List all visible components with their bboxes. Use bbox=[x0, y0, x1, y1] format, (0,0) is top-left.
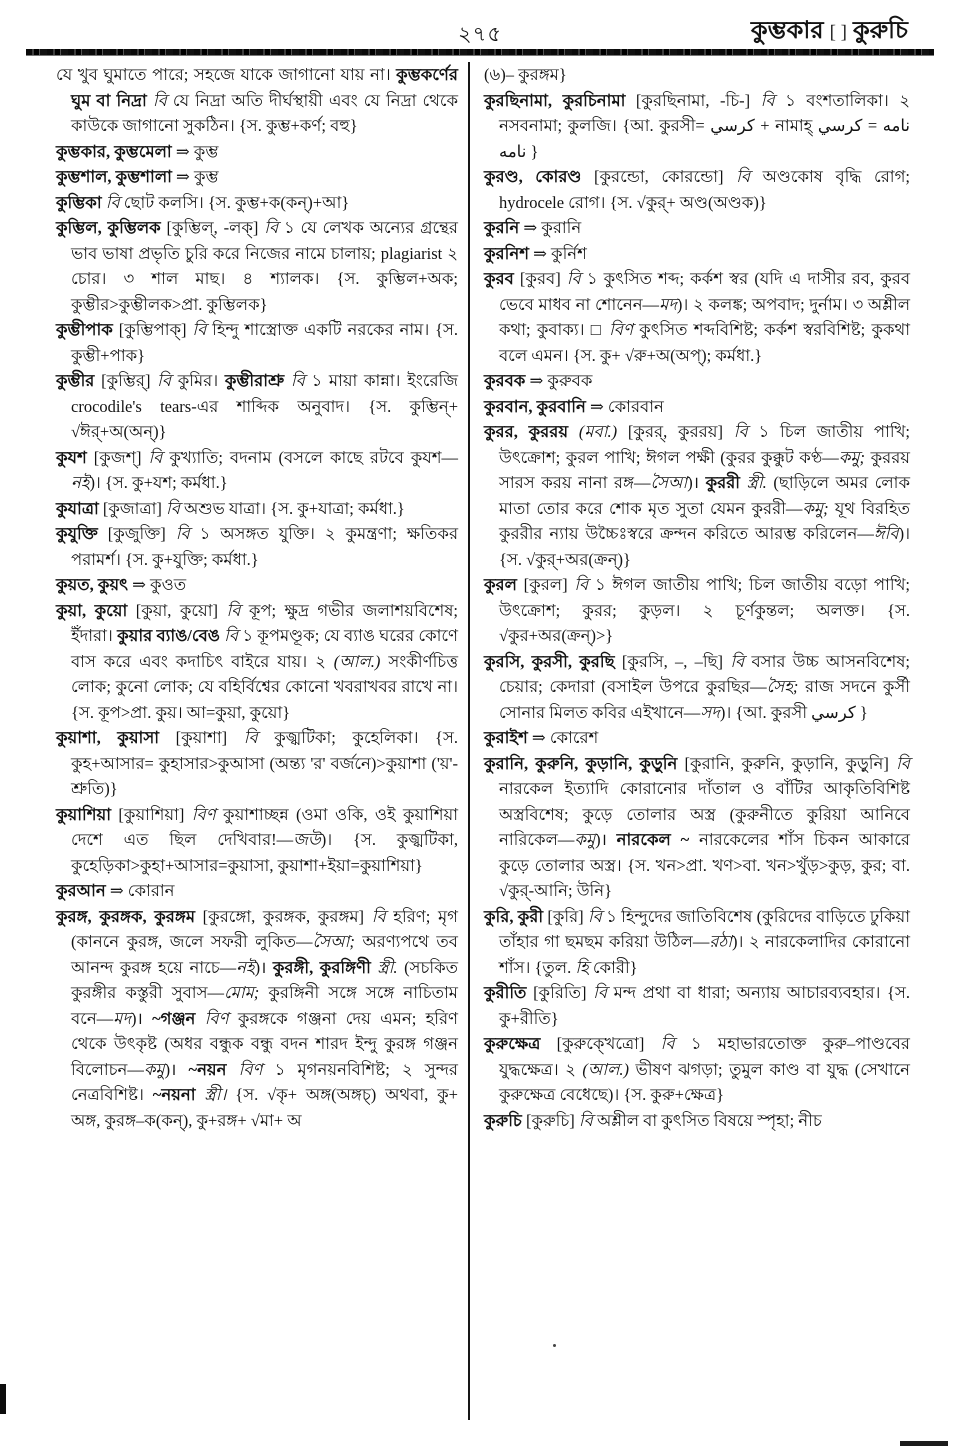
guide-word-right: কুরুচি bbox=[852, 18, 908, 44]
guide-words bbox=[751, 12, 908, 52]
guide-separator: [ ] bbox=[829, 22, 847, 43]
text-columns bbox=[56, 62, 910, 1420]
dictionary-entry: কুরবান, কুরবানি ⇒ কোরবান bbox=[484, 396, 664, 416]
dictionary-entry: কুরছিনামা, কুরচিনামা [কুরছিনামা, -চি-] বি ১ বংশতালিকা। ২ নসবনামা; কুলজি। {আ. কুরসী= كرسي + নামাহ্ نامه = كرسي نامه } bbox=[484, 90, 911, 161]
page-header bbox=[0, 8, 960, 50]
dictionary-entry: কুম্ভীপাক [কুম্ভিপাক্] বি হিন্দু শাস্ত্রোক্ত একটি নরকের নাম। {স. কুম্ভী+পাক} bbox=[56, 320, 459, 365]
dictionary-entry: কুরনি ⇒ কুরানি bbox=[484, 218, 582, 237]
dictionary-entry: কুরানি, কুরুনি, কুড়ানি, কুড়ুনি [কুরানি, কুরুনি, কুড়ানি, কুড়ুনি] বি নারকেল ইত্যাদি কোরানোর দাঁতাল ও বাঁটির আকৃতিবিশিষ্ট অস্ত্রবিশেষ; কুড়ে তোলার অস্ত্র (কুরুনীতে কুরিয়া আনিবে নারিকেল—কমু)। নারকেল ~ নারকেলের শাঁস চিকন আকারে কুড়ে তোলার অস্ত্র। {স. খন>প্রা. খণ>বা. খন>খুঁড়>কুড়, কুর; বা. √কুর্-আনি; উনি} bbox=[484, 753, 911, 900]
dictionary-entry: কুরব [কুরব] বি ১ কুৎসিত শব্দ; কর্কশ স্বর (যদি এ দাসীর রব, কুরব ভেবে মাধব না শোনেন—মদ)। ২ কলঙ্ক; অপবাদ; দুর্নাম। ৩ অশ্লীল কথা; কুবাক্য। □ বিণ কুৎসিত শব্দবিশিষ্ট; কর্কশ স্বরবিশিষ্ট; কুকথা বলে এমন। {স. কু+ √রু+অ(অপ্); কর্মধা.} bbox=[484, 269, 911, 365]
dictionary-entry: কুরঙ্গ, কুরঙ্গক, কুরঙ্গম [কুরঙ্গো, কুরঙ্গক, কুরঙ্গম] বি হরিণ; মৃগ (কাননে কুরঙ্গ, জলে সফরী লুকিত—সৈআ; অরণ্যপথে তব আনন্দ কুরঙ্গ হয়ে নাচে—নই)। কুরঙ্গী, কুরঙ্গিণী স্ত্রী. (সচকিত কুরঙ্গীর কস্তুরী সুবাস—মোম; কুরঙ্গিনী সঙ্গে সঙ্গে নাচিতাম বনে—মদ)। ~গঞ্জন বিণ কুরঙ্গকে গঞ্জনা দেয় এমন; হরিণ থেকে উৎকৃষ্ট (অধর বন্ধুক বন্ধু বদন শারদ ইন্দু কুরঙ্গ গঞ্জন বিলোচন—কমু)। ~নয়ন বিণ ১ মৃগনয়নবিশিষ্ট; ২ সুন্দর নেত্রবিশিষ্ট। ~নয়না স্ত্রী। {স. √কৃ+ অঙ্গ(অঙ্গচ্) অথবা, কু+ অঙ্গ, কুরঙ্গ–ক(কন্), কু+রঙ্গ+ √মা+ অ bbox=[56, 906, 459, 1130]
dictionary-entry: কুরবক ⇒ কুরুবক bbox=[484, 371, 593, 390]
left-column bbox=[56, 62, 468, 1133]
dictionary-entry: কুরনিশ ⇒ কুর্নিশ bbox=[484, 243, 587, 263]
scan-artifact-bottom-right bbox=[900, 1441, 948, 1446]
right-column bbox=[470, 62, 910, 1133]
dictionary-entry: কুম্ভীর [কুম্ভির্] বি কুমির। কুম্ভীরাশ্রু বি ১ মায়া কান্না। ইংরেজি crocodile's tears-এর শাব্দিক অনুবাদ। {স. কুম্ভিন্+ √ঈর্+অ(অন্)} bbox=[56, 371, 459, 441]
scan-artifact-dot bbox=[553, 1344, 556, 1347]
guide-word-left: কুম্ভকার bbox=[750, 18, 824, 44]
dictionary-entry: কুরাইশ ⇒ কোরেশ bbox=[484, 728, 599, 747]
dictionary-entry: কুয়ত, কুয়ৎ ⇒ কুওত bbox=[56, 575, 187, 594]
dictionary-entry: কুয়াশা, কুয়াসা [কুয়াশা] বি কুজ্ঝটিকা; কুহেলিকা। {স. কুহ+আসার= কুহাসার>কুআসা (অন্ত্য 'র' বর্জনে)>কুয়াশা ('য়'-শ্রুতি)} bbox=[56, 728, 458, 798]
dictionary-entry: কুরীতি [কুরিতি] বি মন্দ প্রথা বা ধারা; অন্যায় আচারব্যবহার। {স. কু+রীতি} bbox=[484, 983, 910, 1028]
dictionary-entry: কুয়া, কুয়ো [কুয়া, কুয়ো] বি কূপ; ক্ষুদ্র গভীর জলাশয়বিশেষ; ইঁদারা। কুয়ার ব্যাঙ/বেঙ বি ১ কূপমণ্ডূক; যে ব্যাঙ ঘরের কোণে বাস করে এবং কদাচিৎ বাইরে যায়। ২ (আল.) সংকীর্ণচিত্ত লোক; কুনো লোক; যে বহির্বিশ্বের কোনো খবরাখবর রাখে না। {স. কূপ>প্রা. কুয়। আ=কুয়া, কুয়ো} bbox=[56, 600, 459, 722]
dictionary-entry: কুরণ্ড, কোরণ্ড [কুরন্ডো, কোরন্ডো] বি অণ্ডকোষ বৃদ্ধি রোগ; hydrocele রোগ। {স. √কুর্+ অণ্ড(অণ্ডক)} bbox=[484, 167, 910, 212]
dictionary-entry: কুম্ভিল, কুম্ভিলক [কুম্ভিল্, -লক্] বি ১ যে লেখক অন্যের গ্রন্থের ভাব ভাষা প্রভৃতি চুরি করে নিজের নামে চালায়; plagiarist ২ চোর। ৩ শাল মাছ। ৪ শ্যালক। {স. কুম্ভিল+অক; কুম্ভীর>কুম্ভীলক>প্রা. কুম্ভিলক} bbox=[56, 218, 458, 314]
scan-noise-rule bbox=[26, 49, 934, 56]
scan-artifact-left-edge bbox=[0, 1384, 6, 1414]
dictionary-entry: কুরআন ⇒ কোরান bbox=[56, 881, 175, 900]
dictionary-entry: কুম্ভকার, কুম্ভমেলা ⇒ কুম্ভ bbox=[56, 141, 219, 161]
dictionary-entry: কুম্ভশাল, কুম্ভশালা ⇒ কুম্ভ bbox=[56, 167, 219, 186]
dictionary-entry: (৬)– কুরঙ্গম} bbox=[484, 65, 567, 84]
dictionary-entry: কুরি, কুরী [কুরি] বি ১ হিন্দুদের জাতিবিশেষ (কুরিদের বাড়িতে ঢুকিয়া তাঁহার গা ছমছম করিয়া উঠিল—রঠা)। ২ নারকেলাদির কোরানো শাঁস। {তুল. হি কোরী} bbox=[484, 906, 910, 977]
dictionary-entry: কুযুক্তি [কুজুক্তি] বি ১ অসঙ্গত যুক্তি। ২ কুমন্ত্রণা; ক্ষতিকর পরামর্শ। {স. কু+যুক্তি; কর্মধা.} bbox=[56, 524, 459, 569]
dictionary-entry: কুরসি, কুরসী, কুরছি [কুরসি, –, –ছি] বি বসার উচ্চ আসনবিশেষ; চেয়ার; কেদারা (বসাইল উপরে কুরছির—সৈহ; রাজ সদনে কুর্সী সোনার মিলত কবির এইখানে—সদ)। {আ. কুরসী كرسي } bbox=[484, 651, 911, 722]
dictionary-entry: কুরল [কুরল] বি ১ ঈগল জাতীয় পাখি; চিল জাতীয় বড়ো পাখি; উৎক্রোশ; কুরর; কুড়ল। ২ চূর্ণকুন্তল; অলক্ত। {স. √কুর+অর(ক্রন্)>} bbox=[484, 575, 911, 645]
page-number: ২৭৫ bbox=[458, 22, 502, 46]
dictionary-entry: যে খুব ঘুমাতে পারে; সহজে যাকে জাগানো যায় না। কুম্ভকর্ণের ঘুম বা নিদ্রা বি যে নিদ্রা অতি দীর্ঘস্থায়ী এবং যে নিদ্রা থেকে কাউকে জাগানো সুকঠিন। {স. কুম্ভ+কর্ণ; বহু} bbox=[56, 65, 459, 135]
dictionary-entry: কুয়াশিয়া [কুয়াশিয়া] বিণ কুয়াশাচ্ছন্ন (ওমা ওকি, ওই কুয়াশিয়া দেশে এত ছিল দেখিবার!—জউ)। {স. কুজ্ঝটিকা, কুহেড়িকা>কুহা+আসার=কুয়াসা, কুয়াশা+ইয়া=কুয়াশিয়া} bbox=[56, 804, 458, 875]
dictionary-entry: কুরুচি [কুরুচি] বি অশ্লীল বা কুৎসিত বিষয়ে স্পৃহা; নীচ bbox=[484, 1110, 822, 1130]
dictionary-entry: কুযশ [কুজশ্] বি কুখ্যাতি; বদনাম (বসলে কাছে রটবে কুযশ—নই)। {স. কু+যশ; কর্মধা.} bbox=[56, 447, 459, 492]
dictionary-entry: কুরর, কুররয় (মবা.) [কুরর্, কুররয়] বি ১ চিল জাতীয় পাখি; উৎক্রোশ; কুরল পাখি; ঈগল পক্ষী (কুরর কুক্কুট কণ্ঠ—কমু; কুররয় সারস করয় নানা রঙ্গ—সৈআ)। কুররী স্ত্রী. (ছাড়িলে অমর লোক মাতা তোর করে শোক মৃত সুতা যেমন কুররী—কমু; যূথ বিরহিত কুররীর ন্যায় উচ্চৈঃস্বরে ক্রন্দন করিতে আরম্ভ করিলেন—ঈবি)। {স. √কুর্+অর(ক্রন্)} bbox=[484, 422, 911, 569]
dictionary-entry: কুরুক্ষেত্র [কুরুক্খেত্রো] বি ১ মহাভারতোক্ত কুরু–পাণ্ডবের যুদ্ধক্ষেত্র। ২ (আল.) ভীষণ ঝগড়া; তুমুল কাণ্ড বা যুদ্ধ (সেখানে কুরুক্ষেত্র বেধেছে)। {স. কুরু+ক্ষেত্র} bbox=[484, 1034, 911, 1104]
dictionary-entry: কুম্ভিকা বি ছোট কলসি। {স. কুম্ভ+ক(কন্)+আ} bbox=[56, 192, 350, 212]
dictionary-entry: কুযাত্রা [কুজাত্রা] বি অশুভ যাত্রা। {স. কু+যাত্রা; কর্মধা.} bbox=[56, 498, 405, 518]
